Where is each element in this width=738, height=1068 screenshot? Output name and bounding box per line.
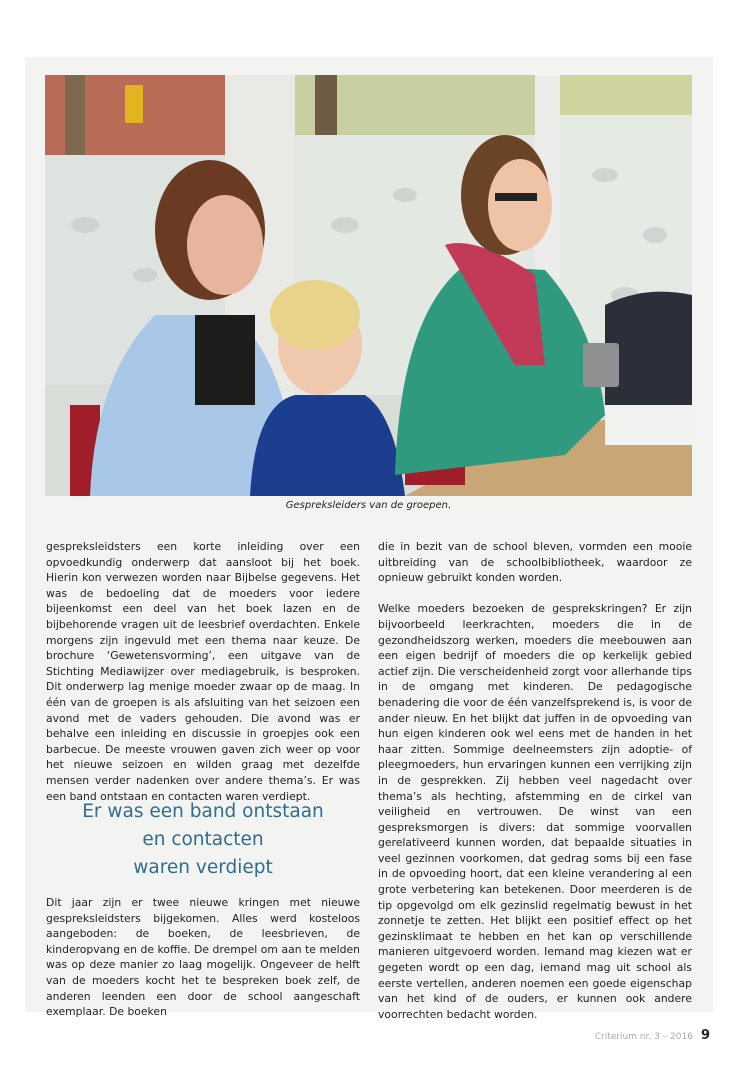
- pull-quote: [46, 798, 360, 882]
- pull-quote-line-1: Er was een band ontstaan: [82, 801, 324, 822]
- publication-label: Criterium nr. 3 – 2016: [594, 1032, 693, 1042]
- photo-three-people-icon: [45, 75, 692, 496]
- article-left-column-lower: [46, 895, 360, 1020]
- left-paragraph-1: gespreksleidsters een korte inleiding over een opvoedkundig onderwerp dat aansloot bij het boek. Hierin kon verwezen worden naar Bijbelse gegevens. Het was de bedoeling dat de moeders voor iedere bijeenkomst een deel van het boek lazen en de bijbehorende vragen uit de leesbrief overdachten. Enkele morgens zijn ingevuld met een thema naar keuze. De brochure ‘Gewetensvorming’, een uitgave van de Stichting Mediawijzer over mediagebruik, is besproken. Dit onderwerp lag menige moeder zwaar op de maag. In één van de groepen is als afsluiting van het seizoen een avond met de vaders gehouden. Die avond was er behalve een inleiding en discussie in groepjes ook een barbecue. De meeste vrouwen gaven zich weer op voor het nieuwe seizoen en wilden graag met dezelfde mensen verder nadenken over andere thema’s. Er was een band ontstaan en contacten waren verdiept.: [46, 540, 360, 803]
- article-photo: [45, 75, 692, 496]
- page-number: 9: [700, 1028, 710, 1043]
- article-right-column: [378, 539, 692, 1022]
- pull-quote-line-2: en contacten: [142, 829, 264, 850]
- pull-quote-line-3: waren verdiept: [133, 857, 273, 878]
- left-paragraph-2: Dit jaar zijn er twee nieuwe kringen met nieuwe gespreksleidsters bijgekomen. Alles werd kosteloos aangeboden: de boeken, de leesbrieven, de kinderopvang en de koffie. De drempel om aan te melden was op deze manier zo laag mogelijk. Ongeveer de helft van de moeders kocht het te bespreken boek zelf, de anderen leenden een door de school aangeschaft exemplaar. De boeken: [46, 896, 360, 1019]
- right-paragraph-1: die in bezit van de school bleven, vormden een mooie uitbreiding van de schoolbibliotheek, waardoor ze opnieuw gebruikt konden worden.: [378, 540, 692, 585]
- photo-caption: Gespreksleiders van de groepen.: [285, 500, 452, 511]
- right-paragraph-2: Welke moeders bezoeken de gesprekskringen? Er zijn bijvoorbeeld leerkrachten, moeders die in de gezondheidszorg werken, moeders die meebouwen aan een eigen bedrijf of moeders die op kerkelijk gebied actief zijn. Die verscheidenheid zorgt voor allerhande tips in de omgang met kinderen. De pedagogische benadering die voor de één vanzelfsprekend is, is voor de ander nieuw. En het blijkt dat juffen in de opvoeding van hun eigen kinderen ook wel eens met de handen in het haar zitten. Sommige deelneemsters zijn adoptie- of pleegmoeders, hun ervaringen kunnen een verrijking zijn in de gesprekken. Zij hebben veel nagedacht over thema’s als hechting, afstemming en de cirkel van veiligheid en vertrouwen. De winst van een gespreksmorgen is divers: dat sommige voorvallen gerelativeerd kunnen worden, dat bepaalde situaties in veel gezinnen voorkomen, dat gedrag soms bij een fase in de opvoeding hoort, dat een kleine verandering al een grote verbetering kan betekenen. Door meerderen is de tip opgevolgd om elk gezinslid regelmatig bewust in het zonnetje te zetten. Het blijkt een positief effect op het gezinsklimaat te hebben en het kan op verschillende manieren uitgevoerd worden. Iemand mag kiezen wat er gegeten wordt op een dag, iemand mag uit school als eerste vertellen, anderen noemen een goede eigenschap van het kind of de ouders, er kunnen ook andere voorrechten bedacht worden.: [378, 602, 692, 1021]
- page-footer: [595, 1028, 710, 1043]
- article-left-column: [46, 539, 360, 804]
